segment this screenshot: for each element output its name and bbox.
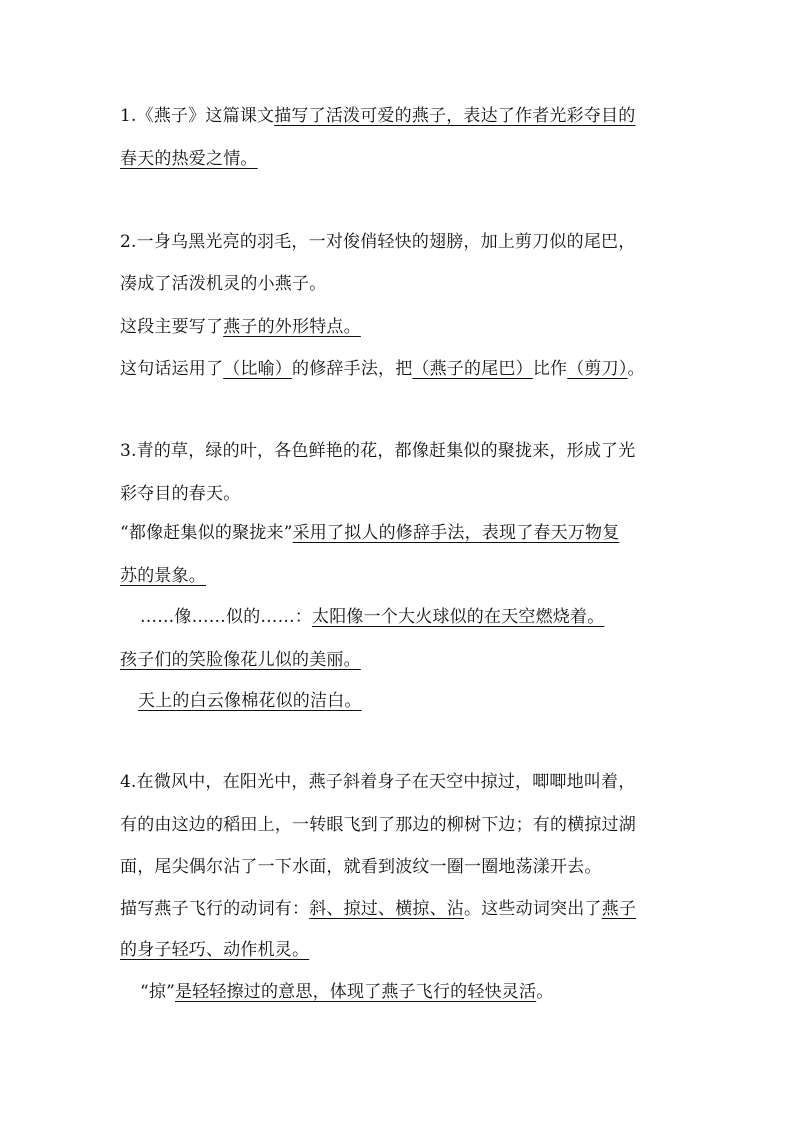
q4-word-meaning-line bbox=[140, 980, 700, 1004]
q2-rhetoric-prompt: 这句话运用了 bbox=[120, 359, 224, 379]
q2-passage-line-1: 2.一身乌黑光亮的羽毛，一对俊俏轻快的翅膀，加上剪刀似的尾巴， bbox=[120, 232, 636, 252]
q3-quote: “都像赶集似的聚拢来” bbox=[120, 523, 293, 543]
q2-focus-answer: 燕子的外形特点。 bbox=[223, 317, 361, 337]
q2-rhetoric-answer: （比喻） bbox=[223, 359, 293, 379]
q3-passage-line-2: 彩夺目的春天。 bbox=[120, 484, 241, 504]
q3-analysis-answer-1: 采用了拟人的修辞手法，表现了春天万物复 bbox=[292, 523, 620, 543]
q1-line-1 bbox=[120, 104, 680, 128]
q4-verbs-prompt: 描写燕子飞行的动词有： bbox=[120, 899, 310, 919]
q3-simile-example-3: 天上的白云像棉花似的洁白。 bbox=[138, 691, 362, 711]
q2-rhetoric-line bbox=[120, 357, 680, 381]
q4-effect-line-2 bbox=[120, 938, 680, 962]
q4-verbs-line bbox=[120, 897, 680, 921]
q2-rhetoric-mid: 的修辞手法，把 bbox=[292, 359, 413, 379]
q4-effect-answer-2: 的身子轻巧、动作机灵。 bbox=[120, 940, 310, 960]
q1-prompt: 1.《燕子》这篇课文 bbox=[120, 106, 275, 126]
q4-passage-line-2: 有的由这边的稻田上，一转眼飞到了那边的柳树下边；有的横掠过湖 bbox=[120, 815, 636, 835]
q1-line-2 bbox=[120, 147, 680, 171]
q2-object-answer: （燕子的尾巴） bbox=[412, 359, 533, 379]
q3-passage-line-1: 3.青的草，绿的叶，各色鲜艳的花，都像赶集似的聚拢来，形成了光 bbox=[120, 441, 636, 461]
q3-simile-example-2: 孩子们的笑脸像花儿似的美丽。 bbox=[120, 650, 361, 670]
q4-effect-answer-1: 燕子 bbox=[601, 899, 637, 919]
q3-simile-example-1: 太阳像一个大火球似的在天空燃烧着。 bbox=[312, 607, 605, 627]
q4-effect-prompt: 。这些动词突出了 bbox=[464, 899, 602, 919]
q4-passage-line-3: 面，尾尖偶尔沾了一下水面，就看到波纹一圈一圈地荡漾开去。 bbox=[120, 857, 602, 877]
q3-simile-line-1 bbox=[140, 605, 700, 629]
q2-target-answer: （剪刀） bbox=[567, 359, 628, 379]
q3-analysis-answer-2: 苏的景象。 bbox=[120, 566, 206, 586]
q3-simile-line-2 bbox=[120, 648, 680, 672]
q3-analysis-line-1 bbox=[120, 521, 680, 545]
q3-simile-line-3 bbox=[138, 689, 698, 713]
q2-focus-prompt: 这段主要写了 bbox=[120, 317, 224, 337]
q2-focus-line bbox=[120, 315, 680, 339]
q3-analysis-line-2 bbox=[120, 564, 680, 588]
q1-answer-part-1: 描写了活泼可爱的燕子，表达了作者光彩夺目的 bbox=[274, 106, 636, 126]
q3-simile-pattern: ……像……似的……： bbox=[140, 607, 312, 627]
q4-period: 。 bbox=[536, 982, 554, 1002]
q4-verbs-answer: 斜、掠过、横掠、沾 bbox=[309, 899, 465, 919]
q4-passage-line-1: 4.在微风中，在阳光中，燕子斜着身子在天空中掠过，唧唧地叫着， bbox=[120, 772, 636, 792]
q4-word: “掠” bbox=[140, 982, 175, 1002]
q1-answer-part-2: 春天的热爱之情。 bbox=[120, 149, 258, 169]
q2-compare-word: 比作 bbox=[532, 359, 568, 379]
q2-passage-line-2: 凑成了活泼机灵的小燕子。 bbox=[120, 274, 327, 294]
q2-period: 。 bbox=[627, 359, 645, 379]
q4-word-meaning-answer: 是轻轻擦过的意思，体现了燕子飞行的轻快灵活 bbox=[174, 982, 537, 1002]
